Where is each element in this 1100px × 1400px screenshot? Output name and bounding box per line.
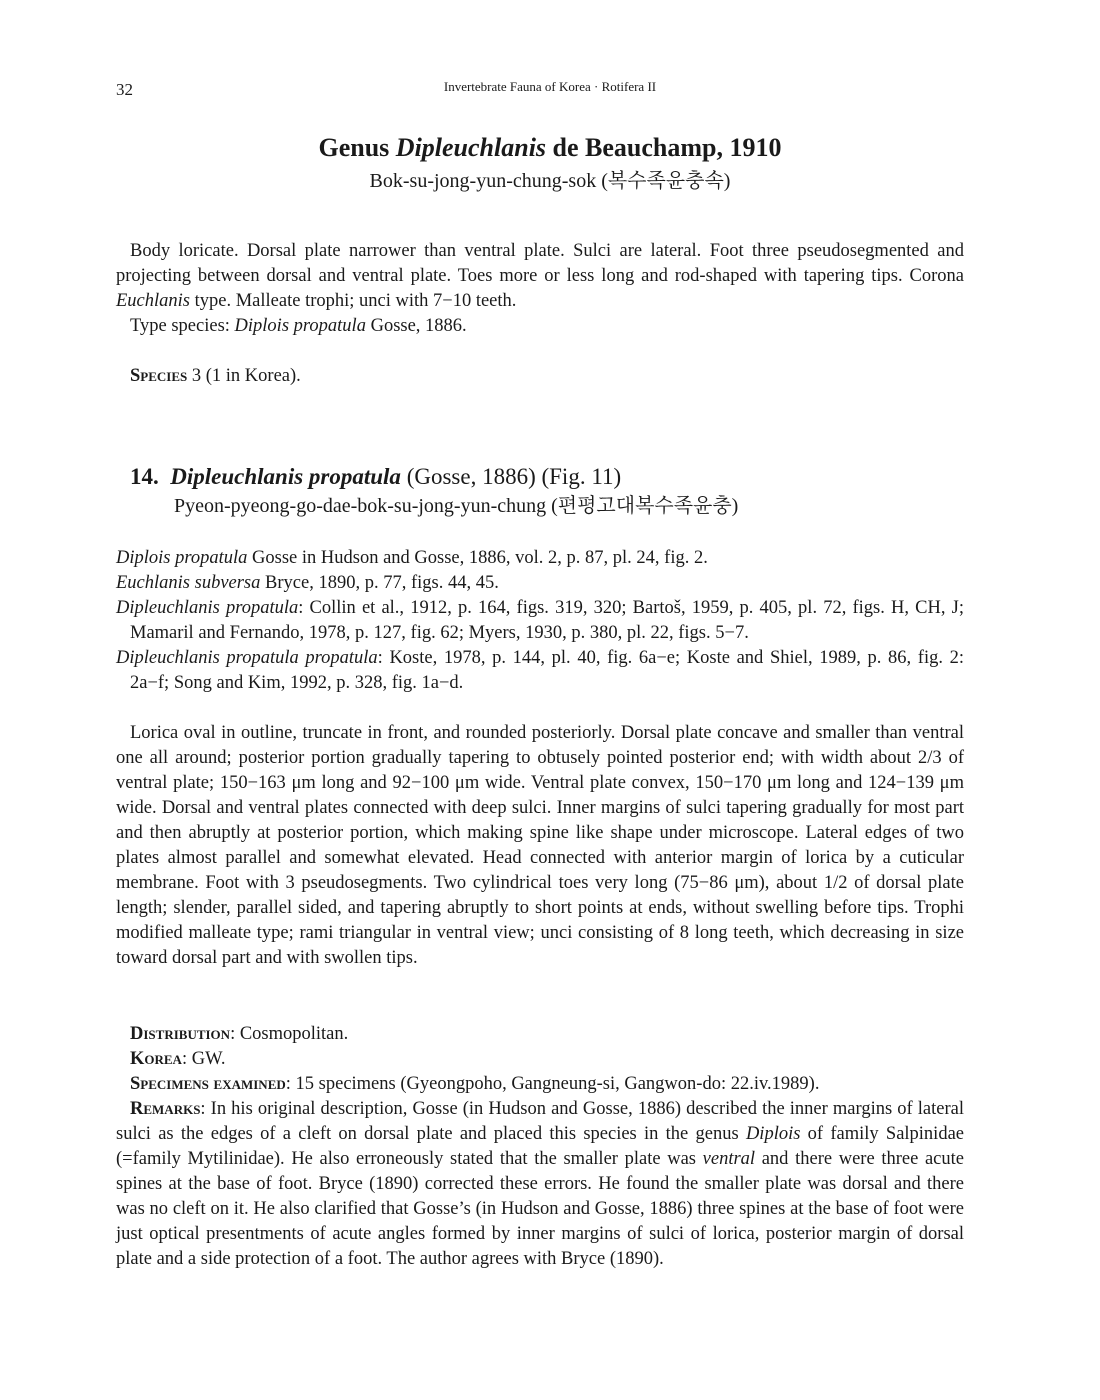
page-number: 32 — [116, 80, 133, 99]
species-description: Lorica oval in outline, truncate in front, and rounded posteriorly. Dorsal plate concave and smaller than ventral one all around; posterior portion gradually tapering to obtusely pointed posterior end; with width about 2/3 of ventral plate; 150−163 μm long and 92−100 μm wide. Ventral plate convex, 150−170 μm long and 124−139 μm wide. Dorsal and ventral plates connected with deep sulci. Inner margins of sulci tapering gradually for most part and then abruptly at posterior portion, which making spine like shape under microscope. Lateral edges of two plates almost parallel and somewhat elevated. Head connected with anterior margin of lorica by a cuticular membrane. Foot with 3 pseudosegments. Two cylindrical toes very long (75−86 μm), about 1/2 of dorsal plate length; slender, parallel sided, and tapering abruptly to short points at ends, without swelling before tips. Trophi modified malleate type; rami triangular in ventral view; unci consisting of 8 long teeth, which decreasing in size toward dorsal part and with swollen tips. — [116, 723, 964, 968]
remarks: Remarks: In his original description, Gosse (in Hudson and Gosse, 1886) described the inner margins of lateral sulci as the edges of a cleft on dorsal plate and placed this species in the genus Diplois of family Salpinidae (=family Mytilinidae). He also erroneously stated that the smaller plate was ventral and there were three acute spines at the base of foot. Bryce (1890) corrected these errors. He found the smaller plate was dorsal and there was no cleft on it. He also clarified that Gosse’s (in Hudson and Gosse, 1886) three spines at the base of foot were just optical presentments of acute angles formed by inner margins of sulci of lorica, posterior margin of dorsal plate and a side protection of a foot. The author agrees with Bryce (1890). — [116, 1099, 964, 1269]
korea-distribution: Korea: GW. — [130, 1049, 226, 1069]
species-number: 14. — [130, 464, 159, 489]
genus-subtitle: Bok-su-jong-yun-chung-sok (복수족윤충속) — [369, 170, 731, 192]
species-author: (Gosse, 1886) (Fig. 11) — [400, 464, 622, 489]
species-count: 3 (1 in Korea). — [187, 366, 301, 386]
synonym-entry: Euchlanis subversa Bryce, 1890, p. 77, figs. 44, 45. — [116, 573, 499, 593]
synonym-entry: Dipleuchlanis propatula propatula: Koste, 1978, p. 144, pl. 40, fig. 6a−e; Koste and Shiel, 1989, p. 86, fig. 2: 2a−f; Song and Kim, 1992, p. 328, fig. 1a−d. — [116, 648, 964, 693]
genus-description: Body loricate. Dorsal plate narrower than ventral plate. Sulci are lateral. Foot three pseudosegmented and projecting between dorsal and ventral plate. Toes more or less long and rod-shaped with tapering tips. Corona Euchlanis type. Malleate trophi; unci with 7−10 teeth. — [116, 241, 964, 311]
specimens-examined: Specimens examined: 15 specimens (Gyeongpoho, Gangneung-si, Gangwon-do: 22.iv.1989). — [130, 1074, 820, 1094]
type-species: Type species: Diplois propatula Gosse, 1886. — [130, 316, 467, 336]
species-name: Dipleuchlanis propatula — [170, 464, 401, 489]
synonymy-list — [116, 546, 964, 696]
genus-species-count — [116, 364, 964, 389]
species-title — [130, 462, 621, 492]
genus-title-name: Dipleuchlanis — [395, 133, 547, 162]
species-subtitle: Pyeon-pyeong-go-dae-bok-su-jong-yun-chung (편평고대복수족윤충) — [174, 495, 739, 517]
species-details-block — [116, 1022, 964, 1272]
genus-title-suffix: de Beauchamp, 1910 — [546, 133, 782, 162]
synonym-entry: Dipleuchlanis propatula: Collin et al., 1912, p. 164, figs. 319, 320; Bartoš, 1959, p. 405, pl. 72, figs. H, CH, J; Mamaril and Fernando, 1978, p. 127, fig. 62; Myers, 1930, p. 380, pl. 22, figs. 5−7. — [116, 598, 964, 643]
running-head: Invertebrate Fauna of Korea · Rotifera II — [443, 79, 657, 94]
synonym-entry: Diplois propatula Gosse in Hudson and Gosse, 1886, vol. 2, p. 87, pl. 24, fig. 2. — [116, 548, 708, 568]
genus-title — [0, 132, 1100, 164]
species-label: Species — [130, 366, 188, 386]
genus-title-prefix: Genus — [318, 133, 396, 162]
species-description-block — [116, 721, 964, 971]
genus-description-block — [116, 239, 964, 339]
distribution: Distribution: Cosmopolitan. — [130, 1024, 349, 1044]
